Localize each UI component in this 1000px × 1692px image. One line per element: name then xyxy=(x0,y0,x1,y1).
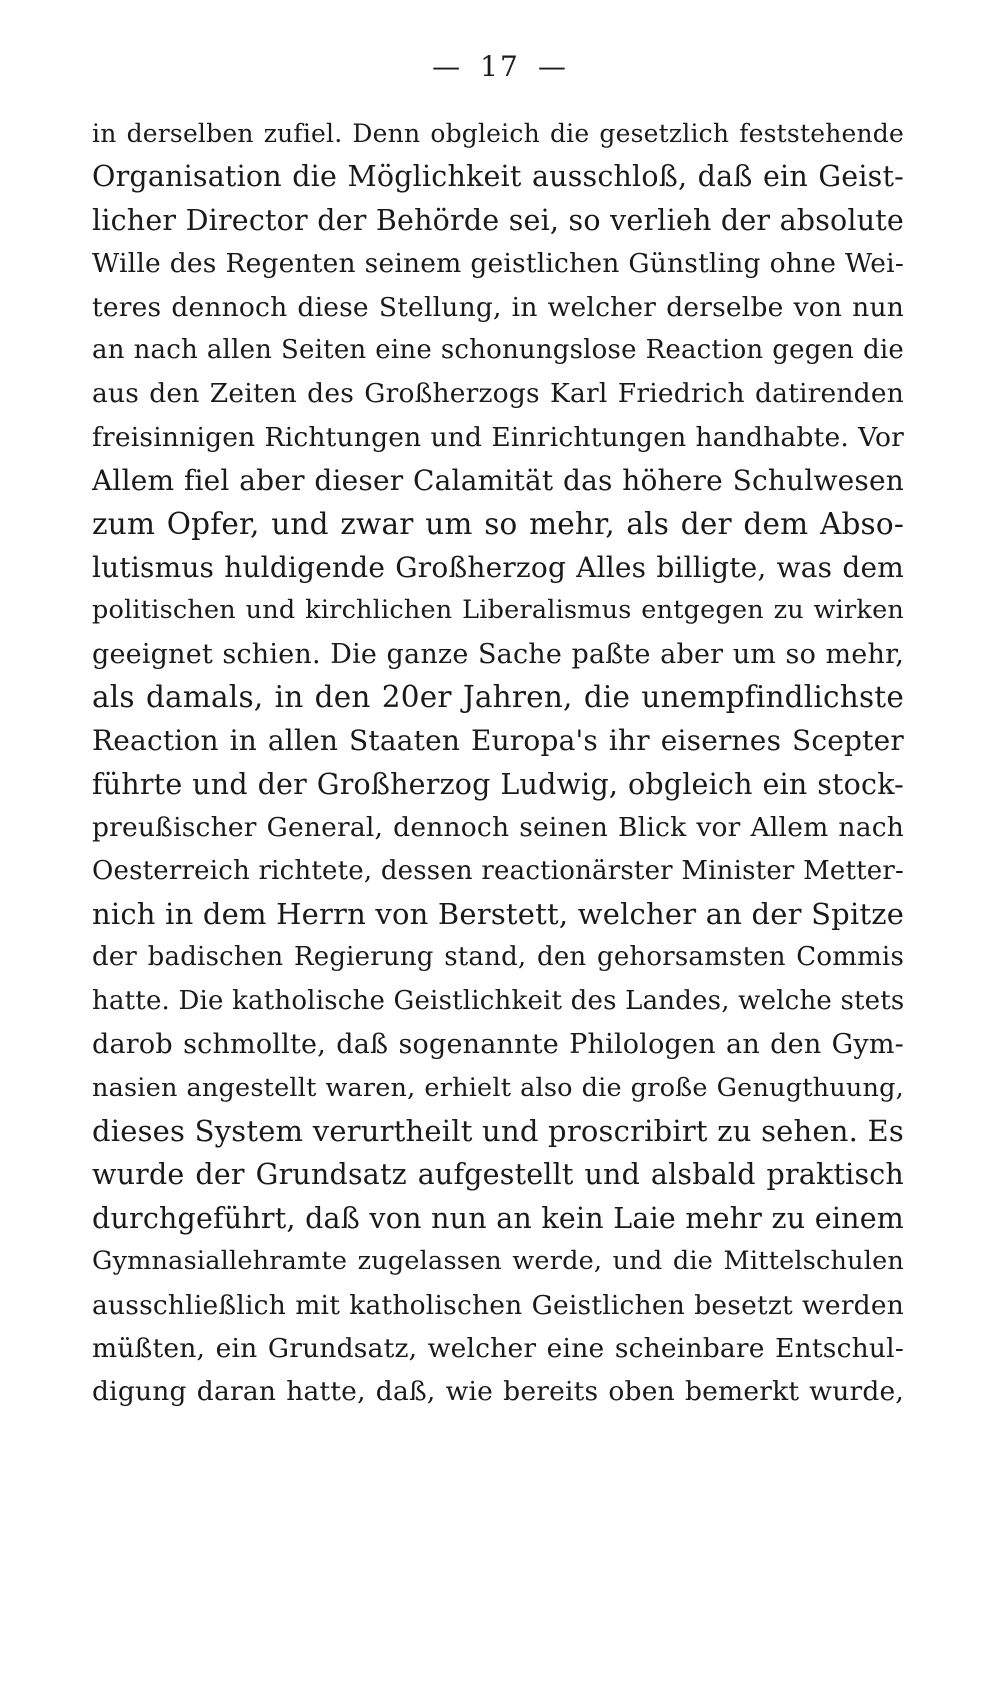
text-line-12: politischen und kirchlichen Liberalismus entgegen zu wirken xyxy=(92,595,904,626)
page-number: 17 xyxy=(480,50,520,83)
text-line-24: dieses System verurtheilt und proscribirt zu sehen. Es xyxy=(92,1113,904,1148)
text-line-16: führte und der Großherzog Ludwig, obgleich ein stock- xyxy=(92,767,904,801)
text-line-13: geeignet schien. Die ganze Sache paßte aber um so mehr, xyxy=(92,638,904,670)
text-line-28: ausschließlich mit katholischen Geistlichen besetzt werden xyxy=(92,1289,904,1321)
text-line-29: müßten, ein Grundsatz, welcher eine scheinbare Entschul- xyxy=(92,1332,904,1364)
text-line-5: teres dennoch diese Stellung, in welcher derselbe von nun xyxy=(92,291,904,323)
text-line-6: an nach allen Seiten eine schonungslose Reaction gegen die xyxy=(92,334,904,365)
text-line-7: aus den Zeiten des Großherzogs Karl Friedrich datirenden xyxy=(92,378,904,410)
text-line-2: Organisation die Möglichkeit ausschloß, daß ein Geist- xyxy=(92,160,904,194)
text-line-30: digung daran hatte, daß, wie bereits oben bemerkt wurde, xyxy=(92,1376,904,1408)
text-line-19: nich in dem Herrn von Berstett, welcher an der Spitze xyxy=(92,897,905,932)
dash-right: — xyxy=(537,50,568,83)
body-text xyxy=(92,112,904,1414)
text-line-22: darob schmollte, daß sogenannte Philologen an den Gym- xyxy=(92,1029,904,1061)
text-line-1: in derselben zufiel. Denn obgleich die gesetzlich feststehende xyxy=(92,119,904,148)
text-line-27: Gymnasiallehramte zugelassen werde, und die Mittelschulen xyxy=(92,1246,904,1277)
page-number-header xyxy=(0,50,1000,83)
text-line-25: wurde der Grundsatz aufgestellt und alsbald praktisch xyxy=(92,1158,904,1192)
text-line-23: nasien angestellt waren, erhielt also die große Genugthuung, xyxy=(92,1072,904,1103)
text-line-10: zum Opfer, und zwar um so mehr, als der dem Abso- xyxy=(92,506,904,541)
text-line-11: lutismus huldigende Großherzog Alles billigte, was dem xyxy=(92,550,904,584)
text-line-9: Allem fiel aber dieser Calamität das höhere Schulwesen xyxy=(92,464,904,498)
text-line-15: Reaction in allen Staaten Europa's ihr eisernes Scepter xyxy=(92,724,904,758)
dash-left: — xyxy=(432,50,463,83)
text-line-17: preußischer General, dennoch seinen Blick vor Allem nach xyxy=(92,812,904,844)
text-line-20: der badischen Regierung stand, den gehorsamsten Commis xyxy=(92,942,904,973)
text-line-18: Oesterreich richtete, dessen reactionärster Minister Metter- xyxy=(92,855,904,886)
text-line-4: Wille des Regenten seinem geistlichen Günstling ohne Wei- xyxy=(92,248,904,280)
text-line-3: licher Director der Behörde sei, so verlieh der absolute xyxy=(92,203,904,237)
text-line-14: als damals, in den 20er Jahren, die unempfindlichste xyxy=(92,680,904,715)
text-line-21: hatte. Die katholische Geistlichkeit des Landes, welche stets xyxy=(92,985,905,1016)
text-line-26: durchgeführt, daß von nun an kein Laie mehr zu einem xyxy=(92,1201,904,1235)
text-line-8: freisinnigen Richtungen und Einrichtungen handhabte. Vor xyxy=(92,421,904,453)
